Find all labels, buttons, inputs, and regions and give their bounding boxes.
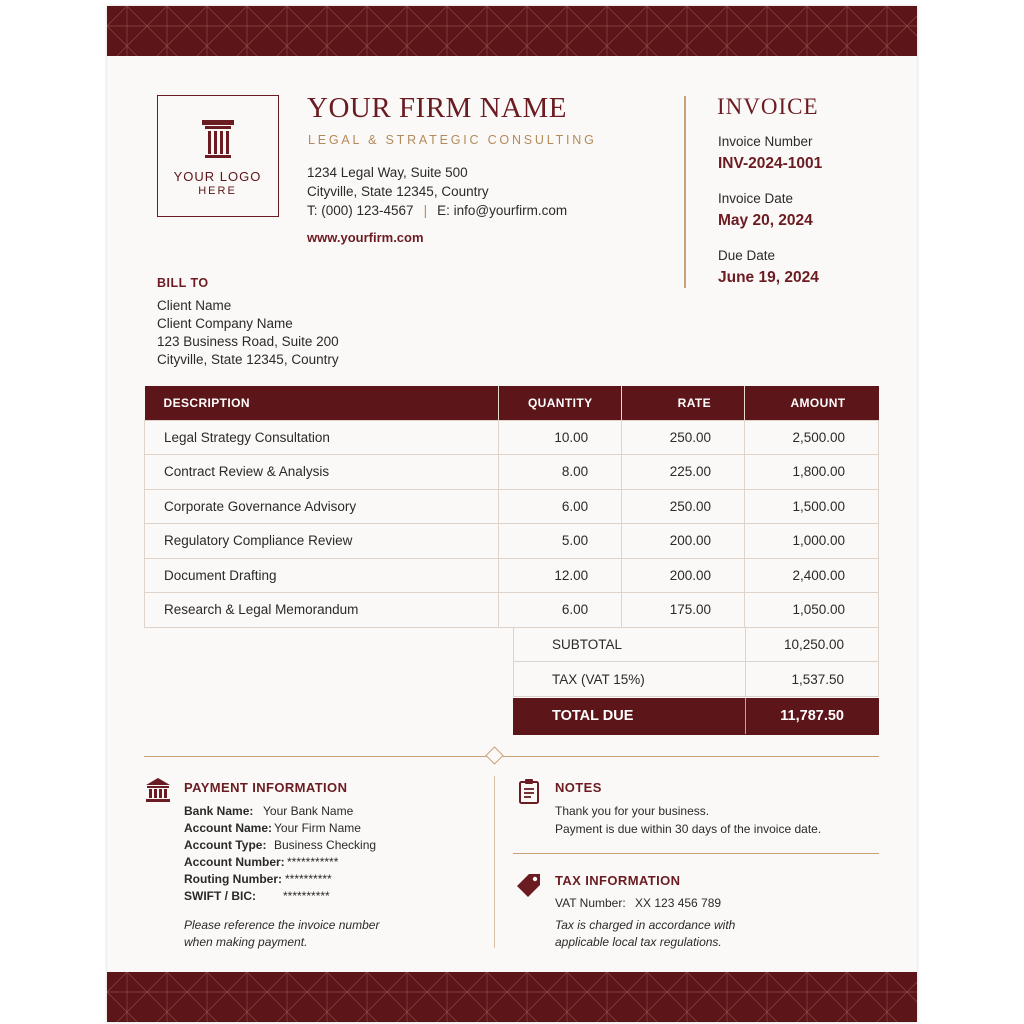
notes-heading: NOTES [555, 780, 602, 795]
item-description: Corporate Governance Advisory [145, 489, 499, 524]
column-divider [745, 662, 746, 696]
pillar-icon [200, 118, 236, 162]
total-due-value: 11,787.50 [780, 708, 844, 724]
bank-name-label: Bank Name: [184, 804, 254, 818]
routing-number-value: ********** [285, 872, 332, 886]
table-row [145, 420, 879, 455]
client-name: Client Name [157, 298, 232, 313]
item-description: Regulatory Compliance Review [145, 524, 499, 559]
firm-phone: T: (000) 123-4567 [307, 203, 414, 218]
col-header-quantity: QUANTITY [499, 386, 622, 420]
logo-placeholder [157, 95, 279, 217]
item-description: Document Drafting [145, 558, 499, 593]
notes-line-1: Thank you for your business. [555, 804, 710, 818]
total-due-label: TOTAL DUE [552, 708, 634, 724]
header-divider [684, 96, 686, 288]
item-quantity: 6.00 [499, 593, 622, 628]
line-items-table [144, 386, 879, 628]
total-due-row [513, 698, 879, 735]
tax-label: TAX (VAT 15%) [552, 672, 645, 687]
vat-number-label: VAT Number: [555, 896, 626, 910]
table-row [145, 593, 879, 628]
top-pattern-band [107, 6, 917, 56]
account-name-value: Your Firm Name [274, 821, 361, 835]
logo-text [158, 170, 277, 198]
tax-note-line-2: applicable local tax regulations. [555, 935, 722, 949]
item-rate: 225.00 [622, 455, 745, 490]
logo-line-1: YOUR LOGO [173, 169, 262, 184]
item-quantity: 8.00 [499, 455, 622, 490]
geometric-pattern [107, 6, 917, 56]
invoice-number: INV-2024-1001 [718, 155, 823, 172]
item-amount: 1,800.00 [745, 455, 879, 490]
client-address-1: 123 Business Road, Suite 200 [157, 334, 339, 349]
table-row [145, 524, 879, 559]
table-row [145, 489, 879, 524]
firm-name: YOUR FIRM NAME [307, 92, 567, 124]
item-description: Research & Legal Memorandum [145, 593, 499, 628]
bank-name-value: Your Bank Name [263, 804, 354, 818]
table-row [145, 455, 879, 490]
item-amount: 2,500.00 [745, 420, 879, 455]
item-description: Contract Review & Analysis [145, 455, 499, 490]
tax-note-line-1: Tax is charged in accordance with [555, 918, 736, 932]
clipboard-icon [518, 778, 540, 804]
contact-separator: | [423, 203, 428, 218]
table-header-row [145, 386, 879, 420]
bill-to-heading: BILL TO [157, 276, 209, 290]
firm-tagline: LEGAL & STRATEGIC CONSULTING [308, 133, 597, 147]
section-divider [144, 756, 879, 757]
bank-icon [145, 777, 171, 803]
item-amount: 1,500.00 [745, 489, 879, 524]
account-type-label: Account Type: [184, 838, 267, 852]
col-header-amount: AMOUNT [745, 386, 879, 420]
tax-value: 1,537.50 [791, 672, 844, 687]
payment-note-line-2: when making payment. [184, 935, 308, 949]
vat-number-value: XX 123 456 789 [635, 896, 722, 910]
tax-row [513, 662, 879, 697]
routing-number-label: Routing Number: [184, 872, 282, 886]
client-company: Client Company Name [157, 316, 293, 331]
table-row [145, 558, 879, 593]
firm-address-line-2: Cityville, State 12345, Country [307, 184, 489, 199]
account-name-label: Account Name: [184, 821, 273, 835]
invoice-title: INVOICE [717, 94, 819, 119]
bottom-pattern-band [107, 972, 917, 1022]
item-amount: 2,400.00 [745, 558, 879, 593]
item-description: Legal Strategy Consultation [145, 420, 499, 455]
column-divider [745, 627, 746, 661]
logo-line-2: HERE [198, 185, 237, 197]
item-quantity: 6.00 [499, 489, 622, 524]
item-rate: 250.00 [622, 420, 745, 455]
tag-icon [516, 872, 542, 898]
account-number-label: Account Number: [184, 855, 285, 869]
payment-info-heading: PAYMENT INFORMATION [184, 780, 348, 795]
account-number-value: *********** [287, 855, 339, 869]
notes-tax-divider [513, 853, 879, 854]
tax-info-heading: TAX INFORMATION [555, 873, 681, 888]
item-quantity: 10.00 [499, 420, 622, 455]
diamond-ornament-icon [485, 746, 503, 764]
firm-website[interactable]: www.yourfirm.com [307, 230, 424, 245]
firm-email[interactable]: E: info@yourfirm.com [437, 203, 568, 218]
account-type-value: Business Checking [274, 838, 377, 852]
column-divider [745, 698, 746, 734]
invoice-date-label: Invoice Date [718, 191, 794, 206]
subtotal-label: SUBTOTAL [552, 637, 623, 652]
col-header-rate: RATE [622, 386, 745, 420]
item-rate: 200.00 [622, 524, 745, 559]
item-amount: 1,050.00 [745, 593, 879, 628]
client-address-2: Cityville, State 12345, Country [157, 352, 339, 367]
item-rate: 200.00 [622, 558, 745, 593]
item-rate: 250.00 [622, 489, 745, 524]
swift-bic-label: SWIFT / BIC: [184, 889, 256, 903]
geometric-pattern [107, 972, 917, 1022]
invoice-number-label: Invoice Number [718, 134, 813, 149]
firm-address-line-1: 1234 Legal Way, Suite 500 [307, 165, 468, 180]
item-quantity: 5.00 [499, 524, 622, 559]
due-date-label: Due Date [718, 248, 776, 263]
item-quantity: 12.00 [499, 558, 622, 593]
due-date: June 19, 2024 [718, 269, 819, 286]
subtotal-value: 10,250.00 [783, 637, 844, 652]
invoice-date: May 20, 2024 [718, 212, 813, 229]
item-amount: 1,000.00 [745, 524, 879, 559]
payment-note-line-1: Please reference the invoice number [184, 918, 380, 932]
notes-line-2: Payment is due within 30 days of the invoice date. [555, 822, 822, 836]
col-header-description: DESCRIPTION [145, 386, 499, 420]
swift-bic-value: ********** [283, 889, 330, 903]
item-rate: 175.00 [622, 593, 745, 628]
invoice-page [107, 6, 917, 1022]
column-separator [494, 776, 495, 948]
subtotal-row [513, 627, 879, 662]
firm-contact-line [307, 203, 567, 218]
